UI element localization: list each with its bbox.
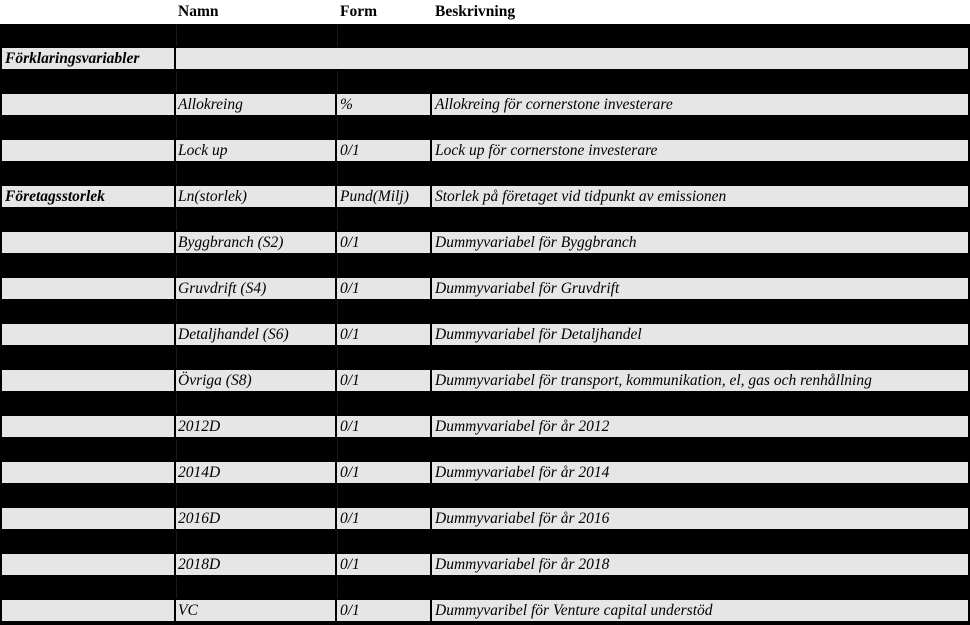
form-cell: 0/1 <box>337 554 430 575</box>
table-row <box>0 369 970 392</box>
table-row <box>0 93 970 116</box>
separator-cell <box>337 71 430 92</box>
name-cell: VC <box>176 600 335 621</box>
group-cell <box>2 370 174 391</box>
group-cell <box>2 462 174 483</box>
description-cell: Dummyvariabel för år 2012 <box>432 416 968 437</box>
group-cell <box>2 554 174 575</box>
separator-row <box>0 300 970 323</box>
header-description: Beskrivning <box>435 3 516 20</box>
description-cell: Dummyvariabel för år 2014 <box>432 462 968 483</box>
table-row <box>0 323 970 346</box>
form-cell: 0/1 <box>337 416 430 437</box>
separator-cell <box>337 531 430 552</box>
separator-row <box>0 162 970 185</box>
table-row <box>0 185 970 208</box>
group-cell <box>2 278 174 299</box>
form-cell: 0/1 <box>337 232 430 253</box>
group-cell <box>2 232 174 253</box>
description-cell: Dummyvariabel för transport, kommunikation, el, gas och renhållning <box>432 370 968 391</box>
name-cell: Detaljhandel (S6) <box>176 324 335 345</box>
description-cell: Dummyvariabel för Detaljhandel <box>432 324 968 345</box>
form-cell: 0/1 <box>337 600 430 621</box>
separator-cell <box>176 485 335 506</box>
name-cell: Byggbranch (S2) <box>176 232 335 253</box>
separator-row <box>0 254 970 277</box>
table-row <box>0 461 970 484</box>
group-cell <box>2 508 174 529</box>
description-cell: Storlek på företaget vid tidpunkt av emissionen <box>432 186 968 207</box>
group-cell <box>2 324 174 345</box>
form-cell: % <box>337 94 430 115</box>
table-row <box>0 277 970 300</box>
separator-row <box>0 530 970 553</box>
header-form: Form <box>340 3 378 20</box>
name-cell: Gruvdrift (S4) <box>176 278 335 299</box>
separator-cell <box>337 301 430 322</box>
separator-row <box>0 484 970 507</box>
separator-cell <box>176 531 335 552</box>
description-cell: Dummyvariabel för år 2018 <box>432 554 968 575</box>
form-cell: 0/1 <box>337 324 430 345</box>
description-cell: Dummyvaribel för Venture capital understöd <box>432 600 968 621</box>
separator-cell <box>176 25 335 46</box>
separator-row <box>0 346 970 369</box>
name-cell: 2014D <box>176 462 335 483</box>
group-cell <box>2 600 174 621</box>
description-cell: Dummyvariabel för Byggbranch <box>432 232 968 253</box>
table-row <box>0 507 970 530</box>
separator-cell <box>176 209 335 230</box>
separator-cell <box>176 255 335 276</box>
separator-cell <box>337 163 430 184</box>
description-cell: Dummyvariabel för Gruvdrift <box>432 278 968 299</box>
name-cell: Övriga (S8) <box>176 370 335 391</box>
separator-row <box>0 70 970 93</box>
separator-cell <box>337 209 430 230</box>
separator-cell <box>337 577 430 598</box>
table-row <box>0 599 970 622</box>
separator-cell <box>176 163 335 184</box>
table-row <box>0 553 970 576</box>
form-cell: Pund(Milj) <box>337 186 430 207</box>
table-row <box>0 415 970 438</box>
separator-cell <box>176 71 335 92</box>
name-cell: 2016D <box>176 508 335 529</box>
variable-table <box>0 24 970 622</box>
separator-cell <box>176 117 335 138</box>
separator-cell <box>337 439 430 460</box>
separator-row <box>0 208 970 231</box>
name-cell: Ln(storlek) <box>176 186 335 207</box>
form-cell: 0/1 <box>337 278 430 299</box>
section-row <box>0 47 970 70</box>
separator-cell <box>176 301 335 322</box>
separator-cell <box>176 393 335 414</box>
form-cell: 0/1 <box>337 370 430 391</box>
description-cell: Lock up för cornerstone investerare <box>432 140 968 161</box>
description-cell: Allokreing för cornerstone investerare <box>432 94 968 115</box>
separator-cell <box>337 255 430 276</box>
header-name: Namn <box>178 3 219 20</box>
group-cell <box>2 416 174 437</box>
group-cell: Företagsstorlek <box>2 186 174 207</box>
table-header <box>0 0 970 24</box>
table-row <box>0 231 970 254</box>
name-cell: Allokreing <box>176 94 335 115</box>
group-cell <box>2 94 174 115</box>
table-row <box>0 139 970 162</box>
separator-cell <box>337 485 430 506</box>
separator-row <box>0 576 970 599</box>
group-cell <box>2 140 174 161</box>
name-cell: 2012D <box>176 416 335 437</box>
name-cell: 2018D <box>176 554 335 575</box>
separator-cell <box>337 347 430 368</box>
separator-row <box>0 438 970 461</box>
separator-row <box>0 116 970 139</box>
form-cell: 0/1 <box>337 508 430 529</box>
separator-cell <box>337 393 430 414</box>
name-cell: Lock up <box>176 140 335 161</box>
separator-cell <box>176 577 335 598</box>
form-cell: 0/1 <box>337 140 430 161</box>
description-cell: Dummyvariabel för år 2016 <box>432 508 968 529</box>
section-merged-cell <box>176 48 968 69</box>
separator-cell <box>337 117 430 138</box>
separator-row <box>0 392 970 415</box>
separator-cell <box>176 347 335 368</box>
form-cell: 0/1 <box>337 462 430 483</box>
separator-row <box>0 24 970 47</box>
section-label: Förklaringsvariabler <box>2 48 174 69</box>
separator-cell <box>337 25 430 46</box>
separator-cell <box>176 439 335 460</box>
